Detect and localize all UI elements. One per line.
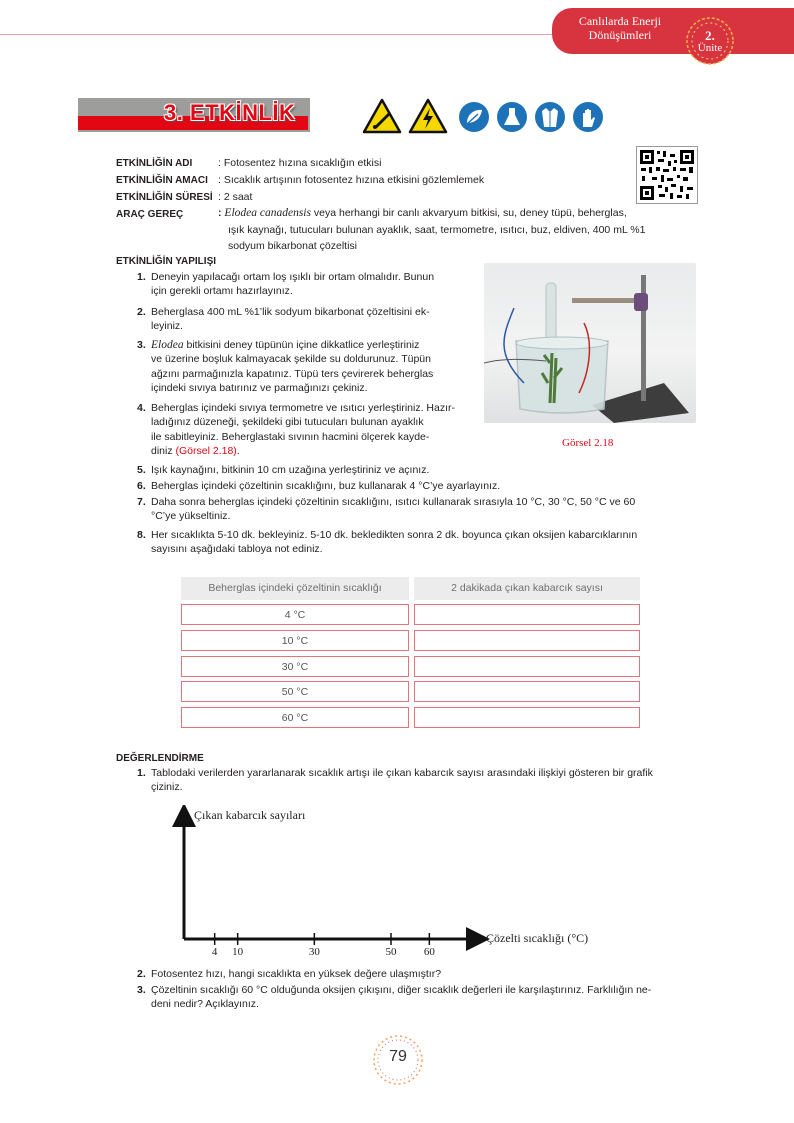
table-cell-bubble-count[interactable] <box>414 681 640 702</box>
question-line: Tablodaki verilerden yararlanarak sıcaklık artışı ile çıkan kabarcık sayısı arasındaki ilişkiyi gösteren bir grafik <box>151 767 653 779</box>
tools-colon: : <box>218 207 222 219</box>
question-line: deni nedir? Açıklayınız. <box>151 998 259 1011</box>
procedure-step-4 <box>137 401 471 458</box>
procedure-step-2 <box>137 305 471 334</box>
unit-number: 2. <box>705 28 715 43</box>
table-header-bubbles: 2 dakikada çıkan kabarcık sayısı <box>414 577 640 600</box>
step-species: Elodea <box>151 339 184 351</box>
procedure-step-3 <box>137 338 471 395</box>
tools-species: Elodea canadensis <box>224 207 311 219</box>
table-cell-temperature: 60 °C <box>181 707 409 728</box>
x-axis-ticks <box>212 933 435 958</box>
y-axis-label: Çıkan kabarcık sayıları <box>194 808 306 822</box>
tools-line-3: sodyum bikarbonat çözeltisi <box>228 240 357 252</box>
step-line: Beherglasa 400 mL %1’lik sodyum bikarbonat çözeltisini ek- <box>151 306 430 318</box>
question-line: çiziniz. <box>151 781 183 794</box>
plant-safety-icon <box>458 101 490 133</box>
activity-aim-value: : Sıcaklık artışının fotosentez hızına etkisini gözlemlemek <box>218 174 485 186</box>
step-line: °C’ye yükseltiniz. <box>151 510 231 523</box>
table-cell-temperature: 10 °C <box>181 630 409 651</box>
step-line: içindeki sıvıya batırınız ve parmağınızı çekiniz. <box>151 381 368 394</box>
step-line: sayısını aşağıdaki tabloya not ediniz. <box>151 543 323 556</box>
table-cell-bubble-count[interactable] <box>414 630 640 651</box>
x-axis-label: Çözelti sıcaklığı (°C) <box>486 931 589 945</box>
activity-duration-value: : 2 saat <box>218 191 253 203</box>
question-line: Fotosentez hızı, hangi sıcaklıkta en yüksek değere ulaşmıştır? <box>151 968 442 980</box>
table-cell-temperature: 30 °C <box>181 656 409 677</box>
step-line: ağzını parmağınızla kapatınız. Tüpü ters çevirerek beherglas <box>151 367 434 380</box>
evaluation-question-2 <box>137 967 703 981</box>
step-line: ile sabitleyiniz. Beherglastaki sıvının hacmini ölçerek kayde- <box>151 430 430 443</box>
unit-badge-label <box>681 30 739 54</box>
step-line: leyiniz. <box>151 320 184 333</box>
step-line: ladığınız düzeneği, şekildeki gibi tutucuları bulunan ayaklık <box>151 416 424 429</box>
procedure-step-1 <box>137 270 471 299</box>
step-line-end: . <box>236 444 240 457</box>
step-line: için gerekli ortamı hazırlayınız. <box>151 285 293 298</box>
evaluation-title: DEĞERLENDİRME <box>116 753 204 764</box>
procedure-title: ETKİNLİĞİN YAPILIŞI <box>116 256 217 267</box>
step-line <box>151 338 471 352</box>
activity-aim-label: ETKİNLİĞİN AMACI <box>116 175 208 186</box>
step-line: Daha sonra beherglas içindeki çözeltinin sıcaklığını, ısıtıcı kullanarak sırasıyla 10 °C, 30 °C, 50 °C ve 60 <box>151 496 636 508</box>
tools-line-1 <box>218 207 698 219</box>
step-line: Beherglas içindeki sıvıya termometre ve ısıtıcı yerleştiriniz. Hazır- <box>151 402 456 414</box>
x-tick-label: 10 <box>232 946 244 958</box>
table-header-temperature: Beherglas içindeki çözeltinin sıcaklığı <box>181 577 409 600</box>
figure-reference-link[interactable]: (Görsel 2.18) <box>175 444 237 457</box>
step-number: 7. <box>137 496 146 508</box>
answer-graph <box>170 805 610 965</box>
x-tick-label: 30 <box>308 946 320 958</box>
tools-line-2: ışık kaynağı, tutucuları bulunan ayaklık, saat, termometre, ısıtıcı, buz, eldiven, 400 mL %1 <box>228 224 646 236</box>
question-number: 3. <box>137 984 146 996</box>
activity-duration-label: ETKİNLİĞİN SÜRESİ <box>116 192 213 203</box>
page-number: 79 <box>389 1048 407 1065</box>
step-line-start: diniz <box>151 444 176 457</box>
step-number: 8. <box>137 529 146 541</box>
x-tick-label: 50 <box>385 946 397 958</box>
activity-title: 3. ETKİNLİK <box>164 100 296 125</box>
step-number: 6. <box>137 480 146 492</box>
step-line: Deneyin yapılacağı ortam loş ışıklı bir ortam olmalıdır. Bunun <box>151 271 435 283</box>
step-number: 1. <box>137 271 146 283</box>
table-cell-temperature: 4 °C <box>181 604 409 625</box>
glassware-icon <box>496 101 528 133</box>
electric-hazard-icon <box>408 98 448 134</box>
step-line: Beherglas içindeki çözeltinin sıcaklığını, buz kullanarak 4 °C’ye ayarlayınız. <box>151 480 501 492</box>
gloves-icon <box>572 101 604 133</box>
figure-caption: Görsel 2.18 <box>562 437 614 449</box>
experiment-setup-illustration <box>484 263 696 423</box>
procedure-step-5 <box>137 463 701 477</box>
table-cell-temperature: 50 °C <box>181 681 409 702</box>
step-number: 4. <box>137 402 146 414</box>
step-line: ve üzerine boşluk kalmayacak şekilde su doldurunuz. Tüpün <box>151 353 431 366</box>
experiment-photo <box>484 263 696 423</box>
step-number: 2. <box>137 306 146 318</box>
question-line: Çözeltinin sıcaklığı 60 °C olduğunda oksijen çıkışını, diğer sıcaklık değerleri ile karşılaştırınız. Farklılığın ne- <box>151 984 652 996</box>
tools-line-1-rest: veya herhangi bir canlı akvaryum bitkisi, su, deney tüpü, beherglas, <box>310 207 627 219</box>
sharp-object-warning-icon <box>362 98 402 134</box>
unit-word: Ünite <box>697 42 723 54</box>
question-number: 1. <box>137 767 146 779</box>
step-line <box>151 444 471 458</box>
lab-coat-icon <box>534 101 566 133</box>
step-number: 5. <box>137 464 146 476</box>
question-number: 2. <box>137 968 146 980</box>
procedure-step-8 <box>137 528 701 557</box>
activity-name-value: : Fotosentez hızına sıcaklığın etkisi <box>218 157 382 169</box>
activity-name-label: ETKİNLİĞİN ADI <box>116 158 193 169</box>
procedure-step-7 <box>137 495 701 524</box>
evaluation-question-3 <box>137 983 703 1012</box>
evaluation-question-1 <box>137 766 703 795</box>
unit-title: Canlılarda Enerji Dönüşümleri <box>578 14 662 42</box>
step-line: Işık kaynağını, bitkinin 10 cm uzağına yerleştiriniz ve açınız. <box>151 464 430 476</box>
x-tick-label: 4 <box>211 946 218 958</box>
header-rule <box>0 34 560 35</box>
qr-code[interactable] <box>636 146 698 204</box>
step-line: Her sıcaklıkta 5-10 dk. bekleyiniz. 5-10 dk. bekledikten sonra 2 dk. boyunca çıkan oksijen kabarcıklarının <box>151 529 638 541</box>
x-tick-label: 60 <box>423 946 435 958</box>
table-cell-bubble-count[interactable] <box>414 604 640 625</box>
tools-label: ARAÇ GEREÇ <box>116 209 184 220</box>
step-number: 3. <box>137 339 146 351</box>
table-cell-bubble-count[interactable] <box>414 656 640 677</box>
procedure-step-6 <box>137 479 701 493</box>
step-line-rest: bitkisini deney tüpünün içine dikkatlice yerleştiriniz <box>183 339 420 351</box>
table-cell-bubble-count[interactable] <box>414 707 640 728</box>
